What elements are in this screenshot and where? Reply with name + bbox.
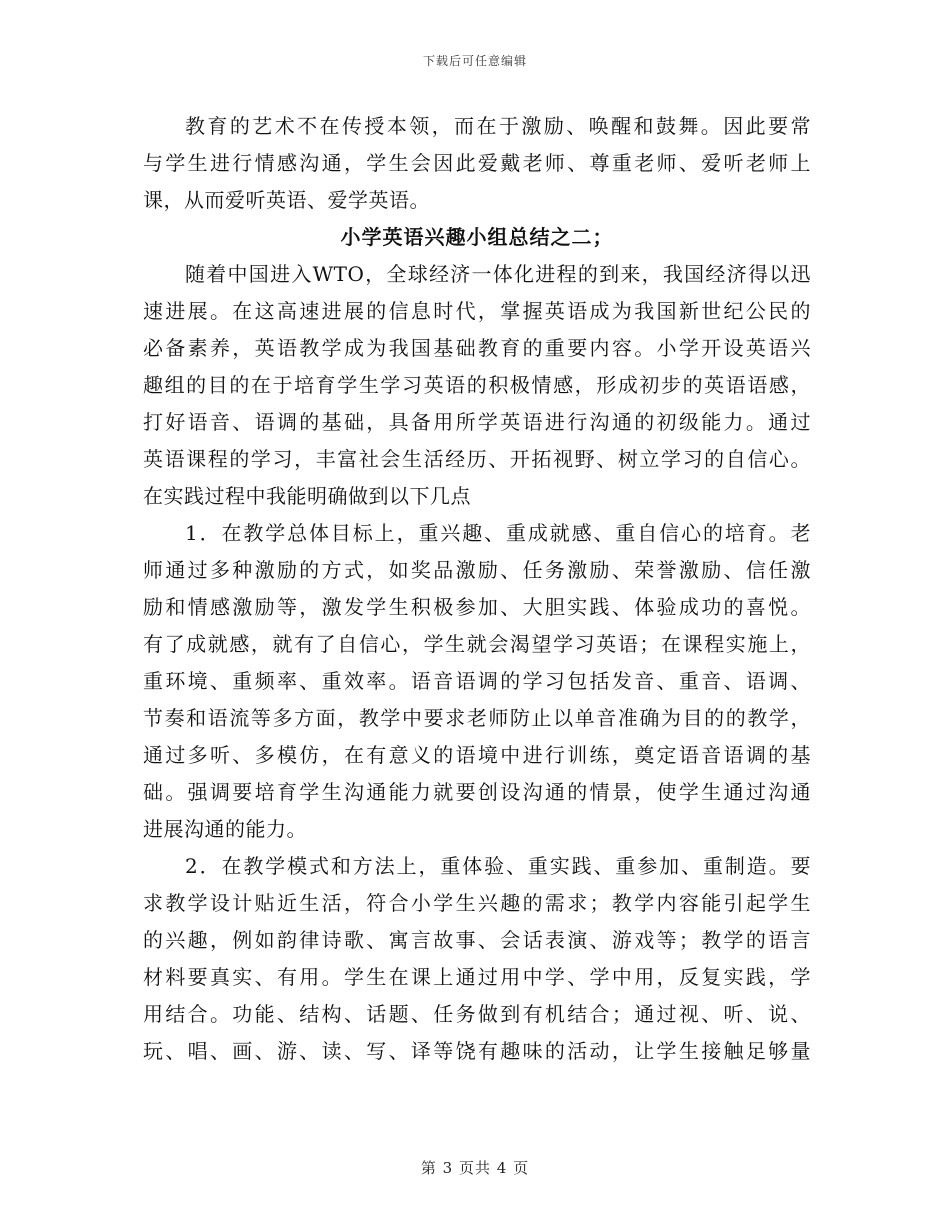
- paragraph-line: 速进展。在这高速进展的信息时代，掌握英语成为我国新世纪公民的: [143, 299, 811, 323]
- paragraph-line: 必备素养，英语教学成为我国基础教育的重要内容。小学开设英语兴: [143, 336, 811, 360]
- paragraph-line: 与学生进行情感沟通，学生会因此爱戴老师、尊重老师、爱听老师上: [143, 151, 811, 175]
- paragraph-line: 师通过多种激励的方式，如奖品激励、任务激励、荣誉激励、信任激: [143, 558, 811, 582]
- section-title: 小学英语兴趣小组总结之二；: [340, 225, 614, 249]
- paragraph-line: 趣组的目的在于培育学生学习英语的积极情感，形成初步的英语语感，: [143, 373, 811, 397]
- paragraph-line: 有了成就感，就有了自信心，学生就会渴望学习英语；在课程实施上，: [143, 632, 811, 656]
- page-footer: 第 3 页共 4 页: [420, 1159, 530, 1177]
- paragraph-line: 用结合。功能、结构、话题、任务做到有机结合；通过视、听、说、: [143, 1002, 811, 1026]
- paragraph-line: 重环境、重频率、重效率。语音语调的学习包括发音、重音、语调、: [143, 669, 811, 693]
- paragraph-line: 课，从而爱听英语、爱学英语。: [143, 188, 430, 212]
- paragraph-line: 英语课程的学习，丰富社会生活经历、开拓视野、树立学习的自信心。: [143, 447, 811, 471]
- paragraph-line: 励和情感激励等，激发学生积极参加、大胆实践、体验成功的喜悦。: [143, 595, 811, 619]
- paragraph-line: 随着中国进入WTO，全球经济一体化进程的到来，我国经济得以迅: [185, 262, 811, 286]
- page-header: 下载后可任意编辑: [422, 54, 527, 68]
- paragraph-line: 在实践过程中我能明确做到以下几点: [143, 484, 471, 508]
- paragraph-line: 1．在教学总体目标上，重兴趣、重成就感、重自信心的培育。老: [185, 521, 811, 545]
- document-body: [143, 108, 811, 1070]
- paragraph-line: 2．在教学模式和方法上，重体验、重实践、重参加、重制造。要: [185, 854, 811, 878]
- paragraph-line: 材料要真实、有用。学生在课上通过用中学、学中用，反复实践，学: [143, 965, 811, 989]
- paragraph-line: 节奏和语流等多方面，教学中要求老师防止以单音准确为目的的教学，: [143, 706, 811, 730]
- paragraph-line: 求教学设计贴近生活，符合小学生兴趣的需求；教学内容能引起学生: [143, 891, 811, 915]
- paragraph-line: 础。强调要培育学生沟通能力就要创设沟通的情景，使学生通过沟通: [143, 780, 811, 804]
- paragraph-line: 的兴趣，例如韵律诗歌、寓言故事、会话表演、游戏等；教学的语言: [143, 928, 811, 952]
- paragraph-line: 进展沟通的能力。: [143, 817, 307, 841]
- paragraph-line: 打好语音、语调的基础，具备用所学英语进行沟通的初级能力。通过: [143, 410, 811, 434]
- paragraph-line: 教育的艺术不在传授本领，而在于激励、唤醒和鼓舞。因此要常: [185, 114, 811, 138]
- paragraph-line: 玩、唱、画、游、读、写、译等饶有趣味的活动，让学生接触足够量: [143, 1039, 811, 1063]
- paragraph-line: 通过多听、多模仿，在有意义的语境中进行训练，奠定语音语调的基: [143, 743, 811, 767]
